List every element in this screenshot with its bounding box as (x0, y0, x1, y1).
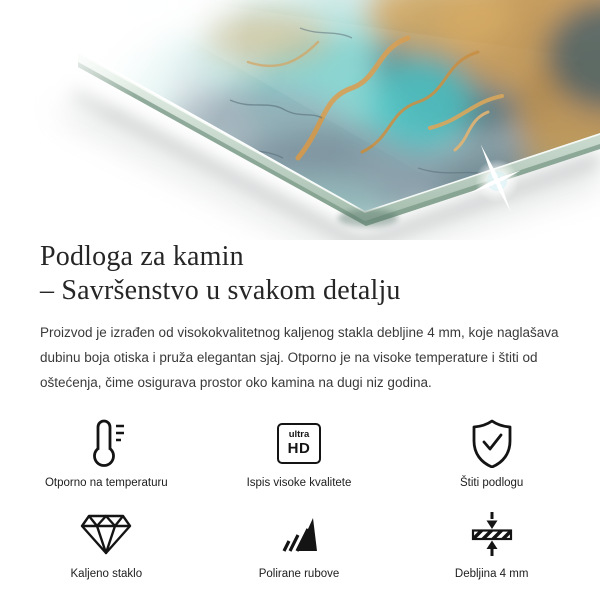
feature-label: Kaljeno staklo (70, 568, 143, 581)
page-title-line1: Podloga za kamin (40, 241, 244, 272)
product-info-section (0, 240, 600, 396)
shield-check-icon (470, 418, 514, 468)
diamond-icon (80, 512, 132, 556)
thermometer-icon (83, 418, 129, 468)
feature-label: Štiti podlogu (460, 477, 524, 490)
feature-label: Polirane rubove (258, 568, 340, 581)
feature-item-tempered-glass (10, 509, 203, 582)
feature-label: Ispis visoke kvalitete (246, 477, 352, 490)
product-image (0, 0, 600, 240)
features-grid (10, 418, 588, 582)
feature-label: Debljina 4 mm (454, 568, 529, 581)
product-description: Proizvod je izrađen od visokokvalitetnog kaljenog stakla debljine 4 mm, koje naglašava dubinu boja otiska i pruža elegantan sjaj. Otporno je na visoke temperature i štiti od oštećenja, čime osigurava prostor oko kamina na dugi niz godina. (40, 325, 559, 391)
feature-item-print-quality (203, 418, 396, 491)
thickness-icon (469, 511, 515, 557)
feature-item-protects (395, 418, 588, 491)
page-title-line2: – Savršenstvo u svakom detalju (40, 275, 401, 307)
feature-item-temperature (10, 418, 203, 491)
product-hero (0, 0, 600, 240)
polished-edges-icon (276, 514, 322, 554)
feature-item-thickness (395, 509, 588, 582)
feature-label: Otporno na temperaturu (44, 477, 168, 490)
ultra-hd-icon: ultra HD (277, 423, 321, 464)
page-title (40, 240, 560, 308)
feature-item-polished-edges (203, 509, 396, 582)
